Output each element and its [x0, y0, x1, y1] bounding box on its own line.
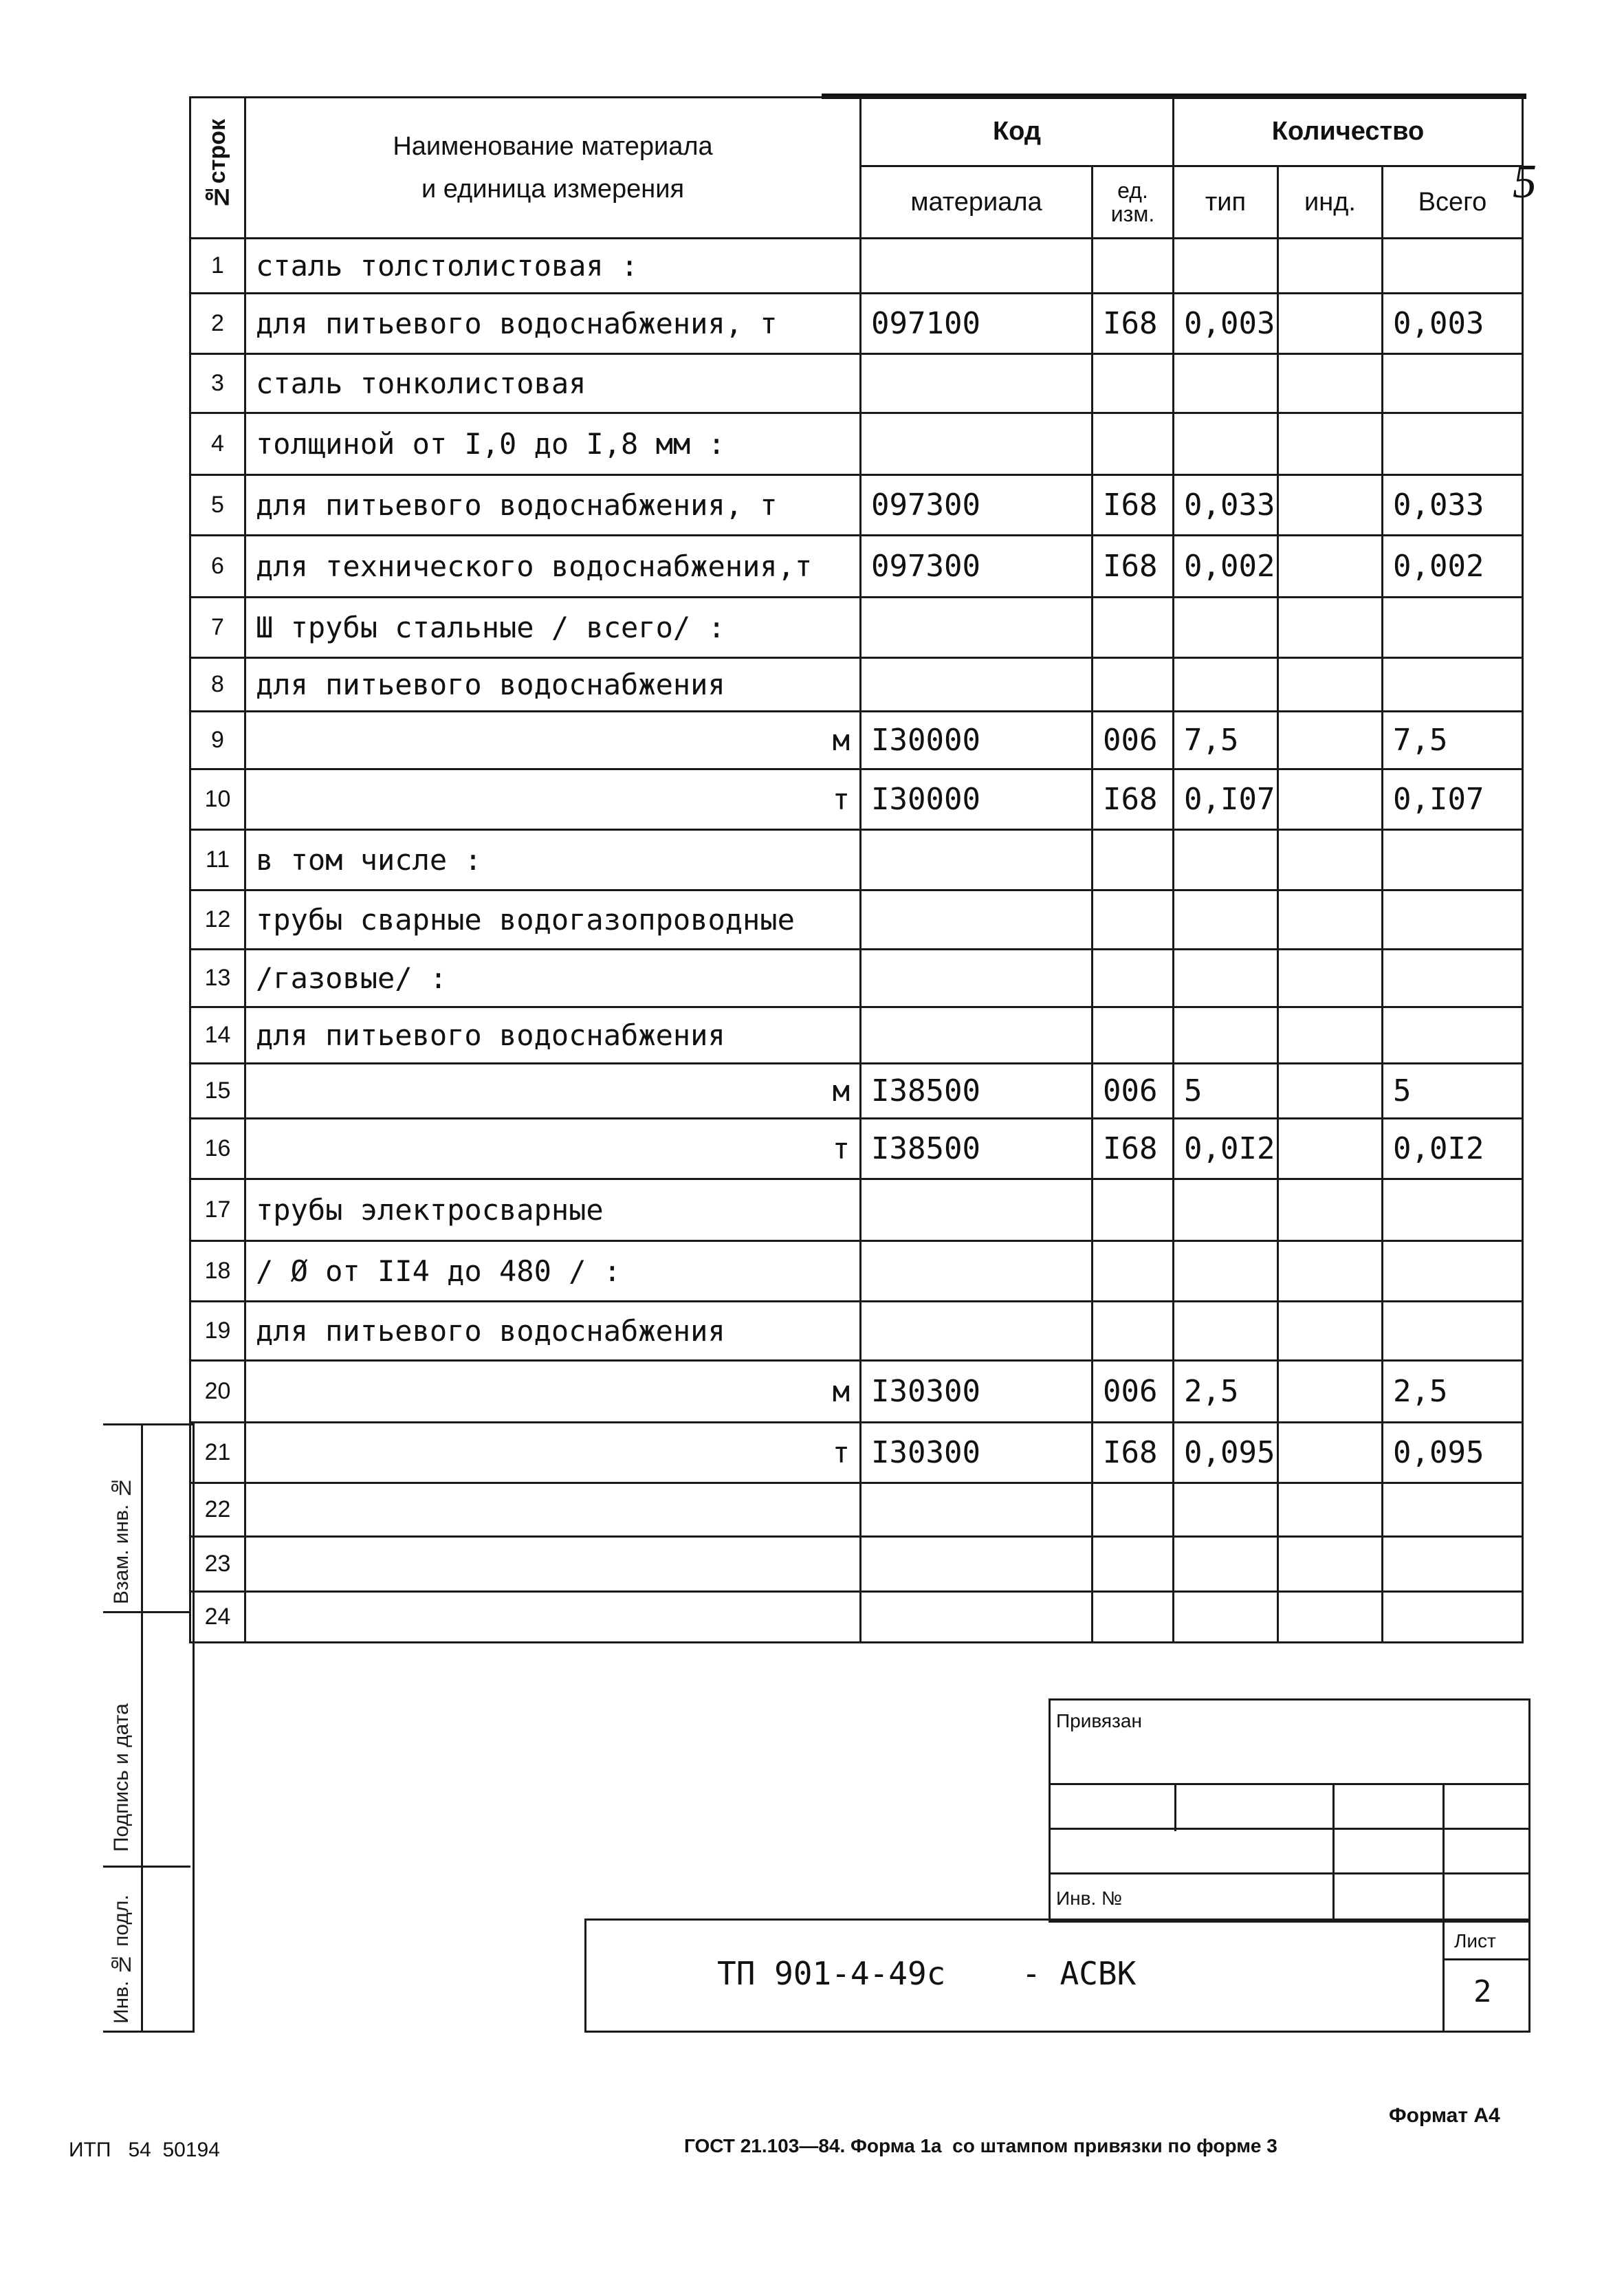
material-code — [861, 1241, 1093, 1302]
qty-total — [1383, 1537, 1523, 1592]
qty-total: 0,0I2 — [1383, 1119, 1523, 1179]
table-row — [190, 1361, 1523, 1423]
specification-sheet — [189, 96, 1526, 1630]
qty-type — [1174, 1302, 1278, 1361]
qty-ind — [1278, 1592, 1383, 1643]
material-name: т — [245, 1423, 861, 1483]
row-number: 16 — [190, 1119, 245, 1179]
qty-ind — [1278, 950, 1383, 1007]
material-code — [861, 830, 1093, 890]
table-row — [190, 658, 1523, 712]
material-name: т — [245, 1119, 861, 1179]
inv-orig-label: Инв. № подл. — [110, 1894, 133, 2024]
table-row — [190, 598, 1523, 658]
qty-total — [1383, 830, 1523, 890]
qty-total — [1383, 354, 1523, 413]
qty-type — [1174, 239, 1278, 294]
qty-total — [1383, 1302, 1523, 1361]
table-row — [190, 1302, 1523, 1361]
gost-form-note: ГОСТ 21.103—84. Форма 1а со штампом привязки по форме 3 — [684, 2135, 1277, 2156]
unit-code: I68 — [1093, 475, 1174, 536]
table-row — [190, 294, 1523, 354]
material-code: 097100 — [861, 294, 1093, 354]
unit-code — [1093, 1007, 1174, 1064]
table-row — [190, 950, 1523, 1007]
ind-header: инд. — [1278, 166, 1383, 239]
material-name: для питьевого водоснабжения — [245, 658, 861, 712]
material-name: м — [245, 1064, 861, 1119]
name-header-line1: Наименование материала — [393, 132, 713, 161]
material-code: 097300 — [861, 536, 1093, 598]
unit-code — [1093, 830, 1174, 890]
table-row — [190, 769, 1523, 830]
qty-ind — [1278, 830, 1383, 890]
sheet-number: 2 — [1473, 1974, 1492, 2009]
qty-total — [1383, 1179, 1523, 1241]
sign-date-label: Подпись и дата — [110, 1703, 133, 1852]
unit-code — [1093, 239, 1174, 294]
material-name: трубы сварные водогазопроводные — [245, 890, 861, 950]
row-number: 1 — [190, 239, 245, 294]
table-row — [190, 536, 1523, 598]
row-number: 3 — [190, 354, 245, 413]
material-name: для питьевого водоснабжения — [245, 1007, 861, 1064]
qty-ind — [1278, 1302, 1383, 1361]
qty-type: 0,095 — [1174, 1423, 1278, 1483]
qty-type — [1174, 1179, 1278, 1241]
qty-ind — [1278, 1064, 1383, 1119]
qty-type — [1174, 1241, 1278, 1302]
unit-code — [1093, 1302, 1174, 1361]
table-row — [190, 475, 1523, 536]
qty-type — [1174, 354, 1278, 413]
code-group-header: Код — [861, 98, 1174, 166]
qty-total: 0,003 — [1383, 294, 1523, 354]
qty-total — [1383, 1483, 1523, 1537]
qty-type: 0,I07 — [1174, 769, 1278, 830]
table-row — [190, 354, 1523, 413]
row-number: 9 — [190, 712, 245, 769]
qty-ind — [1278, 769, 1383, 830]
material-code: I38500 — [861, 1064, 1093, 1119]
material-name: для питьевого водоснабжения, т — [245, 475, 861, 536]
type-header: тип — [1174, 166, 1278, 239]
qty-type: 7,5 — [1174, 712, 1278, 769]
row-number: 20 — [190, 1361, 245, 1423]
qty-total: 0,I07 — [1383, 769, 1523, 830]
qty-type: 2,5 — [1174, 1361, 1278, 1423]
unit-code: 006 — [1093, 1361, 1174, 1423]
table-row — [190, 1007, 1523, 1064]
qty-total: 7,5 — [1383, 712, 1523, 769]
row-number: 24 — [190, 1592, 245, 1643]
table-row — [190, 1064, 1523, 1119]
row-number-header: №строк — [190, 98, 245, 239]
material-code — [861, 1537, 1093, 1592]
material-code: I30000 — [861, 769, 1093, 830]
material-code — [861, 950, 1093, 1007]
qty-total — [1383, 598, 1523, 658]
material-code: I30300 — [861, 1361, 1093, 1423]
table-row — [190, 1592, 1523, 1643]
material-code — [861, 1179, 1093, 1241]
unit-code — [1093, 1483, 1174, 1537]
unit-code: I68 — [1093, 536, 1174, 598]
qty-ind — [1278, 475, 1383, 536]
qty-ind — [1278, 1537, 1383, 1592]
table-row — [190, 890, 1523, 950]
qty-type — [1174, 890, 1278, 950]
binding-stamp — [1049, 1698, 1530, 1923]
row-number: 15 — [190, 1064, 245, 1119]
materials-table — [189, 96, 1524, 1643]
material-name — [245, 1592, 861, 1643]
material-name: трубы электросварные — [245, 1179, 861, 1241]
table-row — [190, 1537, 1523, 1592]
qty-ind — [1278, 413, 1383, 475]
table-row — [190, 1119, 1523, 1179]
qty-ind — [1278, 1361, 1383, 1423]
total-header: Всего — [1383, 166, 1523, 239]
qty-type — [1174, 950, 1278, 1007]
qty-ind — [1278, 658, 1383, 712]
material-code: 097300 — [861, 475, 1093, 536]
unit-code — [1093, 413, 1174, 475]
qty-total — [1383, 1241, 1523, 1302]
material-code — [861, 1302, 1093, 1361]
format-label: Формат А4 — [1389, 2104, 1500, 2127]
qty-ind — [1278, 1007, 1383, 1064]
material-code — [861, 413, 1093, 475]
material-name: Ш трубы стальные / всего/ : — [245, 598, 861, 658]
table-row — [190, 413, 1523, 475]
material-code — [861, 1007, 1093, 1064]
qty-group-header: Количество — [1174, 98, 1523, 166]
table-row — [190, 239, 1523, 294]
qty-type — [1174, 658, 1278, 712]
qty-ind — [1278, 536, 1383, 598]
qty-ind — [1278, 1483, 1383, 1537]
material-name: м — [245, 1361, 861, 1423]
unit-code — [1093, 1179, 1174, 1241]
row-number: 2 — [190, 294, 245, 354]
material-code: I30000 — [861, 712, 1093, 769]
unit-code: 006 — [1093, 1064, 1174, 1119]
row-number: 12 — [190, 890, 245, 950]
material-code — [861, 890, 1093, 950]
qty-type — [1174, 413, 1278, 475]
unit-header: ед. изм. — [1093, 166, 1174, 239]
qty-total — [1383, 1007, 1523, 1064]
material-name: для питьевого водоснабжения — [245, 1302, 861, 1361]
qty-type: 0,0I2 — [1174, 1119, 1278, 1179]
qty-total: 0,095 — [1383, 1423, 1523, 1483]
qty-ind — [1278, 1179, 1383, 1241]
qty-ind — [1278, 1119, 1383, 1179]
material-code — [861, 1483, 1093, 1537]
qty-ind — [1278, 354, 1383, 413]
row-number: 11 — [190, 830, 245, 890]
sheet-label: Лист — [1454, 1930, 1496, 1952]
row-number: 17 — [190, 1179, 245, 1241]
qty-type — [1174, 1483, 1278, 1537]
qty-type: 0,002 — [1174, 536, 1278, 598]
qty-total — [1383, 239, 1523, 294]
row-number: 19 — [190, 1302, 245, 1361]
qty-ind — [1278, 1423, 1383, 1483]
material-name: т — [245, 769, 861, 830]
material-name: толщиной от I,0 до I,8 мм : — [245, 413, 861, 475]
unit-code — [1093, 658, 1174, 712]
material-name — [245, 1537, 861, 1592]
table-row — [190, 1423, 1523, 1483]
material-name: в том числе : — [245, 830, 861, 890]
material-code — [861, 1592, 1093, 1643]
qty-total — [1383, 658, 1523, 712]
row-number: 7 — [190, 598, 245, 658]
row-number: 18 — [190, 1241, 245, 1302]
qty-total — [1383, 950, 1523, 1007]
material-name: / Ø от II4 до 480 / : — [245, 1241, 861, 1302]
unit-code — [1093, 890, 1174, 950]
document-code: ТП 901-4-49с - АСВК — [717, 1955, 1137, 1992]
qty-type: 5 — [1174, 1064, 1278, 1119]
qty-ind — [1278, 1241, 1383, 1302]
material-name: для технического водоснабжения,т — [245, 536, 861, 598]
unit-code — [1093, 1592, 1174, 1643]
qty-type — [1174, 830, 1278, 890]
material-code — [861, 354, 1093, 413]
material-name: /газовые/ : — [245, 950, 861, 1007]
qty-type — [1174, 1007, 1278, 1064]
qty-ind — [1278, 598, 1383, 658]
qty-ind — [1278, 294, 1383, 354]
row-number: 22 — [190, 1483, 245, 1537]
row-number: 21 — [190, 1423, 245, 1483]
table-row — [190, 712, 1523, 769]
corner-mark: 5 — [1513, 155, 1537, 208]
qty-total: 2,5 — [1383, 1361, 1523, 1423]
row-number: 6 — [190, 536, 245, 598]
row-number: 8 — [190, 658, 245, 712]
table-row — [190, 830, 1523, 890]
qty-type — [1174, 598, 1278, 658]
unit-code: I68 — [1093, 769, 1174, 830]
qty-total: 5 — [1383, 1064, 1523, 1119]
row-number: 10 — [190, 769, 245, 830]
material-code: I30300 — [861, 1423, 1093, 1483]
title-block — [584, 1918, 1530, 2033]
qty-total — [1383, 890, 1523, 950]
row-number: 13 — [190, 950, 245, 1007]
table-row — [190, 1483, 1523, 1537]
unit-code: I68 — [1093, 1423, 1174, 1483]
qty-total — [1383, 413, 1523, 475]
vzam-inv-label: Взам. инв. № — [110, 1476, 133, 1604]
row-number: 5 — [190, 475, 245, 536]
material-name: сталь тонколистовая — [245, 354, 861, 413]
qty-total: 0,033 — [1383, 475, 1523, 536]
material-name — [245, 1483, 861, 1537]
qty-type — [1174, 1537, 1278, 1592]
qty-ind — [1278, 712, 1383, 769]
name-header-line2: и единица измерения — [421, 175, 685, 204]
row-number: 23 — [190, 1537, 245, 1592]
margin-stamp — [103, 1423, 195, 2033]
binding-inv-label: Инв. № — [1056, 1888, 1123, 1909]
material-code — [861, 239, 1093, 294]
material-code: I38500 — [861, 1119, 1093, 1179]
material-code-header: материала — [861, 166, 1093, 239]
unit-code — [1093, 1537, 1174, 1592]
qty-ind — [1278, 890, 1383, 950]
qty-type — [1174, 1592, 1278, 1643]
unit-code — [1093, 1241, 1174, 1302]
table-row — [190, 1241, 1523, 1302]
material-code — [861, 658, 1093, 712]
unit-code: I68 — [1093, 294, 1174, 354]
row-number: 14 — [190, 1007, 245, 1064]
material-code — [861, 598, 1093, 658]
material-name: м — [245, 712, 861, 769]
unit-code: I68 — [1093, 1119, 1174, 1179]
footer-left-code: ИТП 54 50194 — [69, 2139, 220, 2161]
row-number: 4 — [190, 413, 245, 475]
table-row — [190, 1179, 1523, 1241]
unit-code — [1093, 950, 1174, 1007]
binding-title: Привязан — [1056, 1710, 1142, 1731]
qty-total — [1383, 1592, 1523, 1643]
unit-code — [1093, 354, 1174, 413]
qty-ind — [1278, 239, 1383, 294]
material-name: сталь толстолистовая : — [245, 239, 861, 294]
qty-total: 0,002 — [1383, 536, 1523, 598]
material-name-header — [245, 98, 861, 239]
material-name: для питьевого водоснабжения, т — [245, 294, 861, 354]
qty-type: 0,033 — [1174, 475, 1278, 536]
unit-code: 006 — [1093, 712, 1174, 769]
qty-type: 0,003 — [1174, 294, 1278, 354]
unit-code — [1093, 598, 1174, 658]
